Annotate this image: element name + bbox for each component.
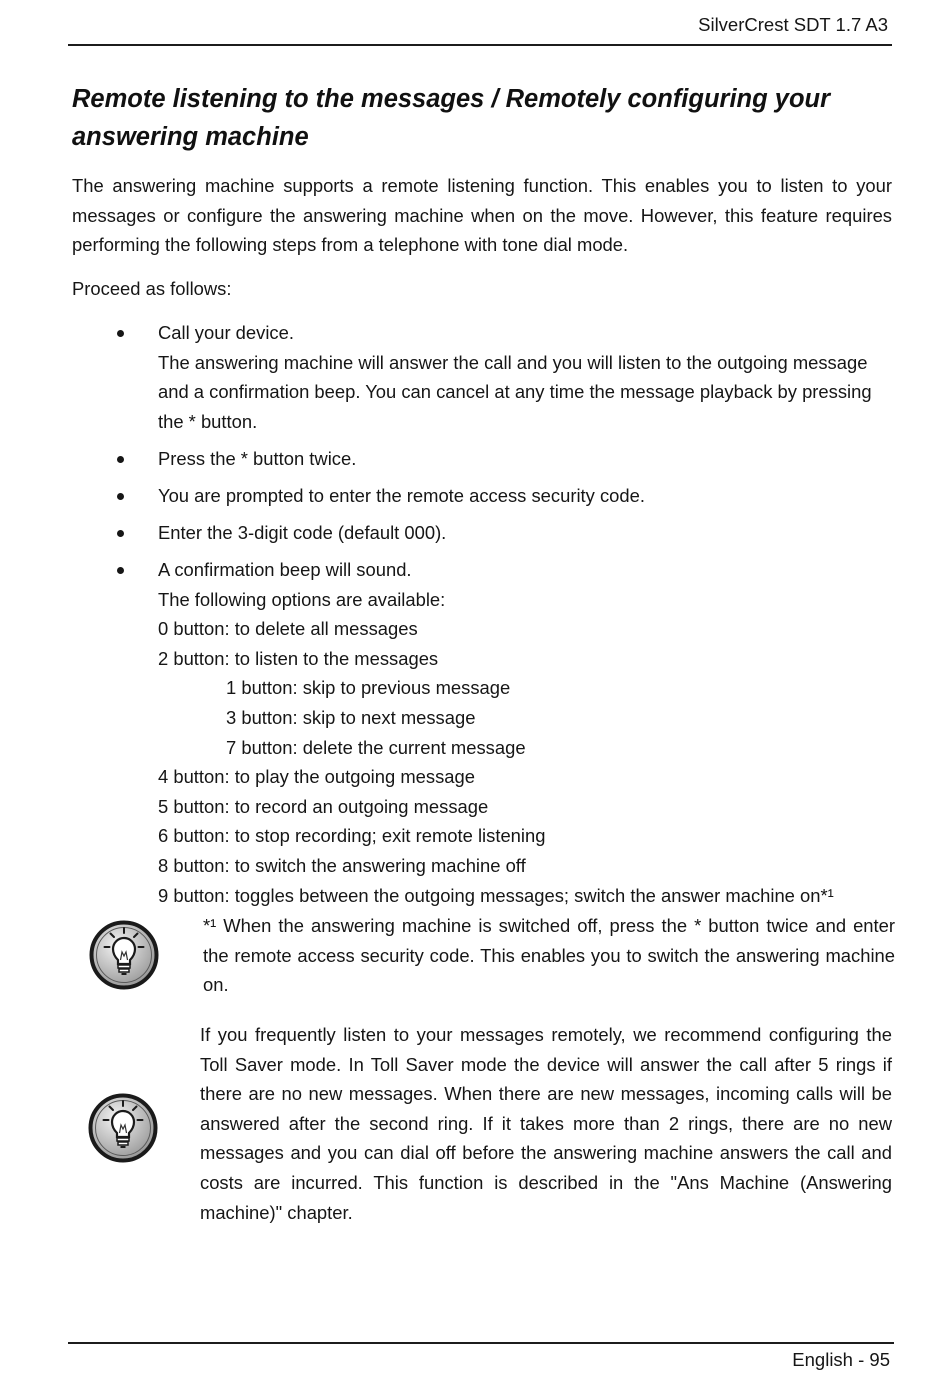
bullet <box>117 530 124 537</box>
option-item: 5 button: to record an outgoing message <box>158 795 489 817</box>
lightbulb-icon <box>88 919 160 991</box>
step-item <box>158 444 356 474</box>
header-rule <box>68 44 892 46</box>
step-item <box>158 555 834 910</box>
step-text: You are prompted to enter the remote access security code. <box>158 485 645 506</box>
step-text: Call your device. <box>158 322 294 343</box>
option-item: 8 button: to switch the answering machine off <box>158 854 526 876</box>
options-list <box>158 614 834 910</box>
note-line: messages and you can dial off before the answering machine answers the call and <box>200 1142 892 1164</box>
step-detail: The following options are available: <box>158 588 446 610</box>
option-item: 9 button: toggles between the outgoing messages; switch the answer machine on*¹ <box>158 884 834 906</box>
option-item: 2 button: to listen to the messages <box>158 647 439 669</box>
paragraph-line: messages or configure the answering machine when on the move. However, this feature requires <box>72 204 892 226</box>
note-line: Toll Saver mode. In Toll Saver mode the device will answer the call after 5 rings if <box>200 1053 892 1075</box>
step-text: A confirmation beep will sound. <box>158 559 412 580</box>
step-item <box>158 518 446 548</box>
section-heading <box>72 80 830 156</box>
step-detail: the * button. <box>158 410 258 432</box>
bullet <box>117 493 124 500</box>
note-line: on. <box>203 974 229 996</box>
page-footer: English - 95 <box>792 1349 890 1370</box>
note-line: machine)" chapter. <box>200 1201 353 1223</box>
option-item: 4 button: to play the outgoing message <box>158 766 475 788</box>
bullet <box>117 330 124 337</box>
proceed-text: Proceed as follows: <box>72 278 232 299</box>
step-item <box>158 481 645 511</box>
step-item <box>158 318 872 436</box>
note-line: If you frequently listen to your messages remotely, we recommend configuring the <box>200 1024 892 1045</box>
header-title: SilverCrest SDT 1.7 A3 <box>698 14 888 35</box>
note-line: costs are incurred. This function is described in the "Ans Machine (Answering <box>200 1171 892 1193</box>
bullet <box>117 567 124 574</box>
note-line: *¹ When the answering machine is switched off, press the * button twice and enter <box>203 915 895 936</box>
heading-line: answering machine <box>72 123 309 151</box>
step-text: Enter the 3-digit code (default 000). <box>158 522 447 543</box>
note-text <box>203 911 895 1000</box>
step-detail: The answering machine will answer the call and you will listen to the outgoing message <box>158 351 868 373</box>
sub-option-item: 3 button: skip to next message <box>226 706 476 728</box>
note-line: there are no new messages. When there are new messages, incoming calls will be <box>200 1083 892 1105</box>
note-text <box>200 1020 892 1227</box>
option-item: 0 button: to delete all messages <box>158 618 418 640</box>
lightbulb-icon <box>87 1092 159 1164</box>
sub-option-item: 7 button: delete the current message <box>226 736 526 758</box>
heading-line: Remote listening to the messages / Remotely configuring your <box>72 85 831 113</box>
sub-option-item: 1 button: skip to previous message <box>226 677 511 699</box>
note-line: the remote access security code. This enables you to switch the answering machine <box>203 944 895 966</box>
option-item: 6 button: to stop recording; exit remote listening <box>158 825 546 847</box>
note-line: answered after the second ring. If it takes more than 2 rings, there are no new <box>200 1112 892 1134</box>
step-detail: and a confirmation beep. You can cancel at any time the message playback by pressing <box>158 381 872 403</box>
step-text: Press the * button twice. <box>158 448 357 469</box>
footer-rule <box>68 1342 894 1344</box>
intro-paragraph <box>72 171 892 260</box>
paragraph-line: performing the following steps from a telephone with tone dial mode. <box>72 234 629 256</box>
bullet <box>117 456 124 463</box>
paragraph-line: The answering machine supports a remote listening function. This enables you to listen to your <box>72 175 892 196</box>
